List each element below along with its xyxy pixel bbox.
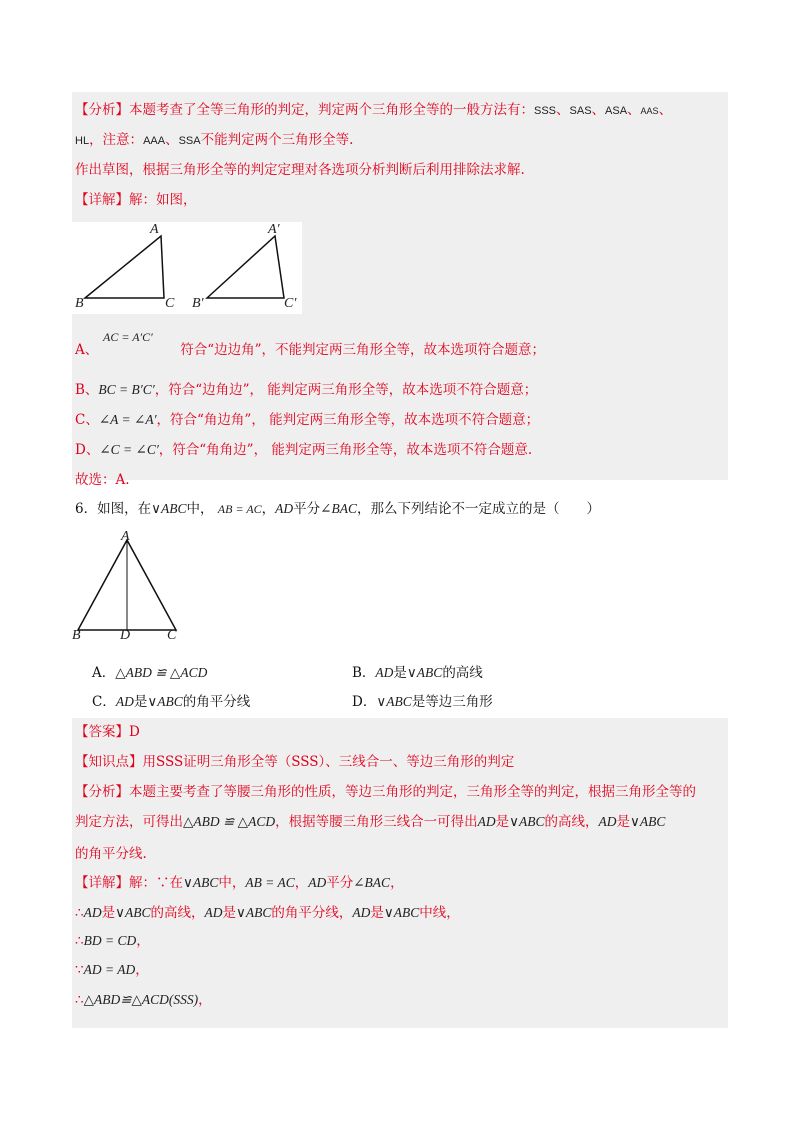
fig1-label-C-prime: C′ [284, 296, 297, 311]
option1-A: A、 符合“边边角”，不能判定两三角形全等，故本选项符合题意； [75, 342, 546, 358]
detail2-line1: 【详解】解：∵在∨ABC中，AB = AC，AD平分∠BAC， [75, 875, 404, 891]
option1-C: C、∠A = ∠A′，符合“角边角”， 能判定两三角形全等，故本选项不符合题意； [75, 412, 540, 428]
analysis2-line3: 的角平分线. [75, 846, 147, 862]
choice-C[interactable]: C．AD是∨ABC的角平分线 [92, 694, 251, 710]
fig1-label-A-prime: A′ [268, 222, 280, 237]
fig1-label-C: C [165, 296, 175, 311]
fig2-label-A: A [121, 529, 130, 544]
analysis1-line2: HL，注意：AAA、SSA不能判定两个三角形全等. [75, 132, 354, 148]
fig2-label-C: C [167, 628, 177, 643]
option1-D: D、∠C = ∠C′，符合“角角边”， 能判定两三角形全等，故本选项不符合题意. [75, 442, 533, 458]
analysis1-line3: 作出草图，根据三角形全等的判定定理对各选项分析判断后利用排除法求解. [75, 162, 525, 178]
detail1-heading: 【详解】解：如图， [75, 192, 197, 208]
fig1-label-B-prime: B′ [192, 296, 204, 311]
analysis2-line1: 【分析】本题主要考查了等腰三角形的性质，等边三角形的判定，三角形全等的判定，根据三角形全等的 [75, 784, 696, 800]
choice-B[interactable]: B．AD是∨ABC的高线 [352, 665, 483, 681]
detail2-line4: ∵AD = AD， [75, 962, 149, 978]
detail2-line3: ∴BD = CD， [75, 933, 150, 949]
fig1-label-B: B [75, 296, 84, 311]
detail2-line5: ∴△ABD≌△ACD(SSS)， [75, 992, 212, 1008]
detail2-line2: ∴AD是∨ABC的高线，AD是∨ABC的角平分线，AD是∨ABC中线， [75, 905, 460, 921]
fig2-label-D: D [120, 628, 131, 643]
choice-A[interactable]: A．△ABD ≌ △ACD [92, 665, 208, 681]
question6: 6．如图，在∨ABC中， AB = AC，AD平分∠BAC，那么下列结论不一定成立的是（ ） [75, 501, 600, 517]
choice-D[interactable]: D．∨ABC是等边三角形 [352, 694, 493, 710]
analysis2-line2: 判定方法，可得出△ABD ≌ △ACD，根据等腰三角形三线合一可得出AD是∨ABC的高线，AD是∨ABC [75, 814, 666, 830]
fig1-label-A: A [150, 222, 159, 237]
choose1: 故选：A. [75, 472, 130, 488]
option1-A-math: AC = A′C′ [103, 330, 153, 344]
fig2-label-B: B [72, 628, 81, 643]
answer: 【答案】D [75, 724, 140, 740]
knowledge-point: 【知识点】用SSS证明三角形全等（SSS）、三线合一、等边三角形的判定 [75, 754, 515, 770]
option1-B: B、BC = B′C′，符合“边角边”， 能判定两三角形全等，故本选项不符合题意； [75, 382, 538, 398]
analysis1-line1: 【分析】本题考查了全等三角形的判定，判定两个三角形全等的一般方法有：SSS、SAS、ASA、AAS、 [75, 102, 673, 118]
